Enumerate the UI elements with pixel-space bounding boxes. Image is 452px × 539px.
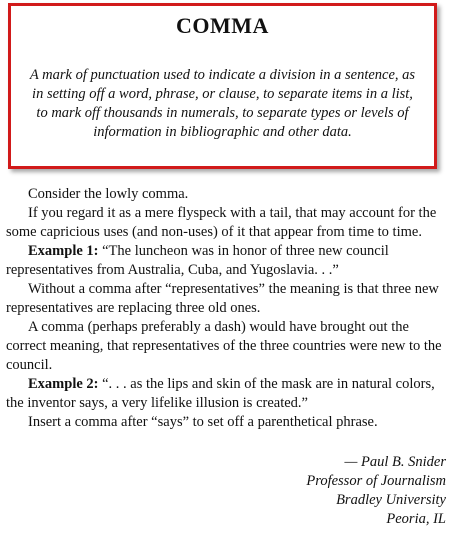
paragraph-example-1 <box>6 242 446 280</box>
paragraph-insert-comma: Insert a comma after “says” to set off a parenthetical phrase. <box>28 414 378 430</box>
paragraph-without-comma: Without a comma after “representatives” the meaning is that three new representatives are replacing three old ones. <box>6 281 439 316</box>
author-location: Peoria, IL <box>386 511 446 527</box>
signature-block <box>306 453 446 529</box>
definition-box <box>8 3 437 169</box>
example-1-label: Example 1: <box>28 243 99 259</box>
author-name: — Paul B. Snider <box>344 454 446 470</box>
paragraph-example-2 <box>6 375 446 413</box>
example-1-text: “The luncheon was in honor of three new council representatives from Australia, Cuba, and Yugoslavia. . .” <box>6 243 389 278</box>
definition-title: COMMA <box>176 13 269 38</box>
paragraph-intro: Consider the lowly comma. <box>28 186 189 202</box>
paragraph-flyspeck: If you regard it as a mere flyspeck with a tail, that may account for the some capricious uses (and non-uses) of it that appear from time to time. <box>6 205 437 240</box>
example-2-label: Example 2: <box>28 376 99 392</box>
definition-text: A mark of punctuation used to indicate a division in a sentence, as in setting off a word, phrase, or clause, to separate items in a list, to mark off thousands in numerals, to separate types or levels of information in bibliographic and other data. <box>29 67 416 140</box>
paragraph-dash: A comma (perhaps preferably a dash) would have brought out the correct meaning, that representatives of the three countries were new to the council. <box>6 319 442 373</box>
author-institution: Bradley University <box>336 492 446 508</box>
author-title: Professor of Journalism <box>306 473 446 489</box>
article-body <box>6 185 446 432</box>
example-2-text: “. . . as the lips and skin of the mask are in natural colors, the inventor says, a very lifelike illusion is created.” <box>6 376 435 411</box>
